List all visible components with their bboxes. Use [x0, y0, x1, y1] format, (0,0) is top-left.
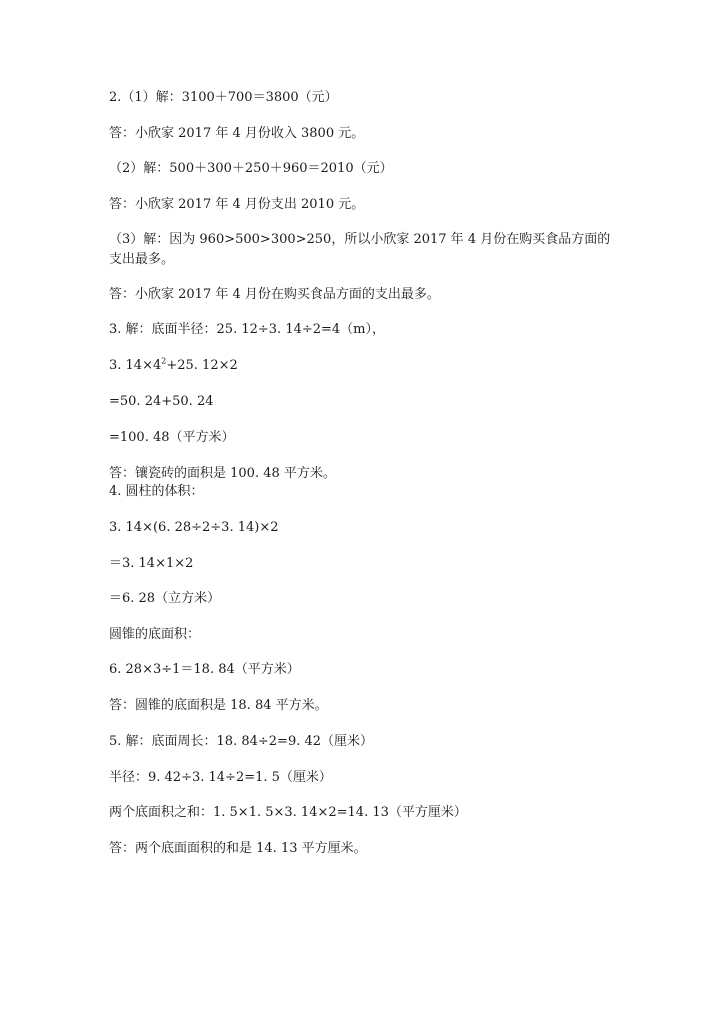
answer-2-part-2: （2）解：500＋300＋250＋960＝2010（元）	[109, 161, 393, 176]
formula-exponent: 2	[161, 356, 167, 366]
answer-2-part-1-conclusion: 答：小欣家 2017 年 4 月份收入 3800 元。	[109, 126, 365, 141]
answer-3-radius: 3. 解：底面半径：25. 12÷3. 14÷2=4（m），	[109, 322, 386, 337]
answer-4-step-3: ＝6. 28（立方米）	[109, 591, 221, 606]
answer-4-step-2: ＝3. 14×1×2	[109, 556, 194, 571]
answer-4-step-1: 3. 14×(6. 28÷2÷3. 14)×2	[109, 520, 279, 535]
answer-4-cone-step: 6. 28×3÷1＝18. 84（平方米）	[109, 662, 300, 677]
formula-base: 3. 14×4	[109, 358, 162, 373]
answer-2-part-2-conclusion: 答：小欣家 2017 年 4 月份支出 2010 元。	[109, 197, 365, 212]
answer-3-step-2: =100. 48（平方米）	[109, 430, 235, 445]
answer-4-heading: 4. 圆柱的体积：	[109, 484, 204, 499]
answer-4-conclusion: 答：圆锥的底面积是 18. 84 平方米。	[109, 698, 328, 713]
answer-2-part-3: （3）解：因为 960>500>300>250，所以小欣家 2017 年 4 月份在购买食品方面的支出最多。	[109, 232, 611, 267]
answer-3-formula	[109, 356, 629, 376]
answer-4-cone-heading: 圆锥的底面积：	[109, 627, 201, 642]
answer-3-step-1: =50. 24+50. 24	[109, 394, 214, 409]
formula-tail: +25. 12×2	[166, 358, 238, 373]
answer-5-conclusion: 答：两个底面面积的和是 14. 13 平方厘米。	[109, 841, 367, 856]
answer-2-part-1: 2.（1）解：3100＋700＝3800（元）	[109, 90, 338, 105]
answer-5-area-sum: 两个底面积之和：1. 5×1. 5×3. 14×2=14. 13（平方厘米）	[109, 805, 467, 820]
answer-3-conclusion: 答：镶瓷砖的面积是 100. 48 平方米。	[109, 466, 336, 481]
answer-2-part-3-conclusion: 答：小欣家 2017 年 4 月份在购买食品方面的支出最多。	[109, 287, 440, 302]
answer-5-radius: 半径：9. 42÷3. 14÷2=1. 5（厘米）	[109, 770, 332, 785]
answer-5-circumference: 5. 解：底面周长：18. 84÷2=9. 42（厘米）	[109, 734, 374, 749]
